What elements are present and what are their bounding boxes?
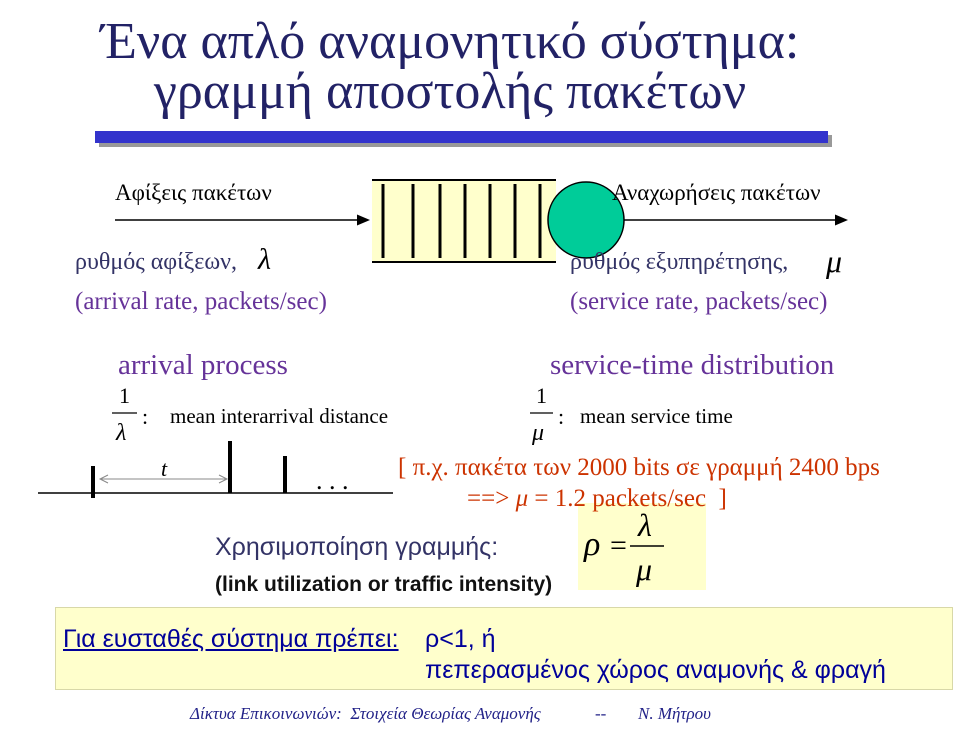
service-time-description: mean service time — [580, 404, 733, 428]
footer-author: Ν. Μήτρου — [638, 704, 711, 723]
departure-arrow-head — [835, 215, 848, 226]
arrival-process-heading: arrival process — [118, 349, 288, 381]
service-rate-symbol: μ — [826, 243, 843, 279]
stability-label: Για ευσταθές σύστημα πρέπει: — [63, 625, 399, 653]
formula-mu: μ — [636, 551, 653, 587]
slide-title — [0, 13, 900, 120]
service-fraction-numerator: 1 — [536, 383, 547, 408]
service-rate-english: (service rate, packets/sec) — [570, 288, 828, 315]
stability-condition-1: ρ<1, ή — [425, 625, 496, 653]
service-time-heading: service-time distribution — [550, 349, 835, 381]
interval-label: t — [161, 456, 168, 481]
title-line-1: Ένα απλό αναμονητικό σύστημα: — [100, 13, 800, 70]
arrival-fraction-colon: : — [142, 404, 149, 429]
arrival-rate-label: ρυθμός αφίξεων, — [75, 249, 238, 275]
arrival-arrow-head — [357, 215, 370, 226]
example-line-2 — [467, 486, 727, 511]
departures-label: Αναχωρήσεις πακέτων — [612, 180, 821, 205]
title-line-2: γραμμή αποστολής πακέτων — [153, 63, 747, 120]
service-fraction-colon: : — [558, 404, 565, 429]
packet-queue — [372, 180, 556, 262]
arrival-fraction-numerator: 1 — [119, 383, 130, 408]
arrival-fraction-denominator: λ — [116, 420, 127, 446]
example-line-1: [ π.χ. πακέτα των 2000 bits σε γραμμή 2400 bps — [398, 454, 880, 481]
footer-course: Δίκτυα Επικοινωνιών: Στοιχεία Θεωρίας Αναμονής — [190, 704, 541, 723]
formula-rho: ρ — [584, 526, 601, 563]
utilization-english: (link utilization or traffic intensity) — [215, 573, 553, 596]
arrival-rate-symbol: λ — [258, 243, 271, 276]
formula-lambda: λ — [638, 507, 652, 543]
example-mu: μ — [515, 485, 529, 512]
utilization-label: Χρησιμοποίηση γραμμής: — [215, 533, 499, 561]
example-arrow: ==> — [467, 485, 516, 512]
arrival-process-description: mean interarrival distance — [170, 404, 389, 428]
service-rate-label: ρυθμός εξυπηρέτησης, — [570, 249, 789, 275]
formula-equals: = — [610, 529, 627, 562]
title-bar — [95, 131, 828, 143]
arrival-arrow — [115, 215, 370, 226]
example-result: = 1.2 packets/sec ] — [528, 485, 727, 512]
arrival-rate-english: (arrival rate, packets/sec) — [75, 288, 327, 315]
departure-arrow — [624, 215, 848, 226]
stability-condition-2: πεπερασμένος χώρος αναμονής & φραγή — [425, 656, 886, 684]
arrivals-label: Αφίξεις πακέτων — [115, 180, 272, 205]
timeline-ellipsis: . . . — [316, 466, 349, 495]
service-fraction-denominator: μ — [532, 420, 545, 446]
footer-separator: -- — [595, 704, 607, 723]
